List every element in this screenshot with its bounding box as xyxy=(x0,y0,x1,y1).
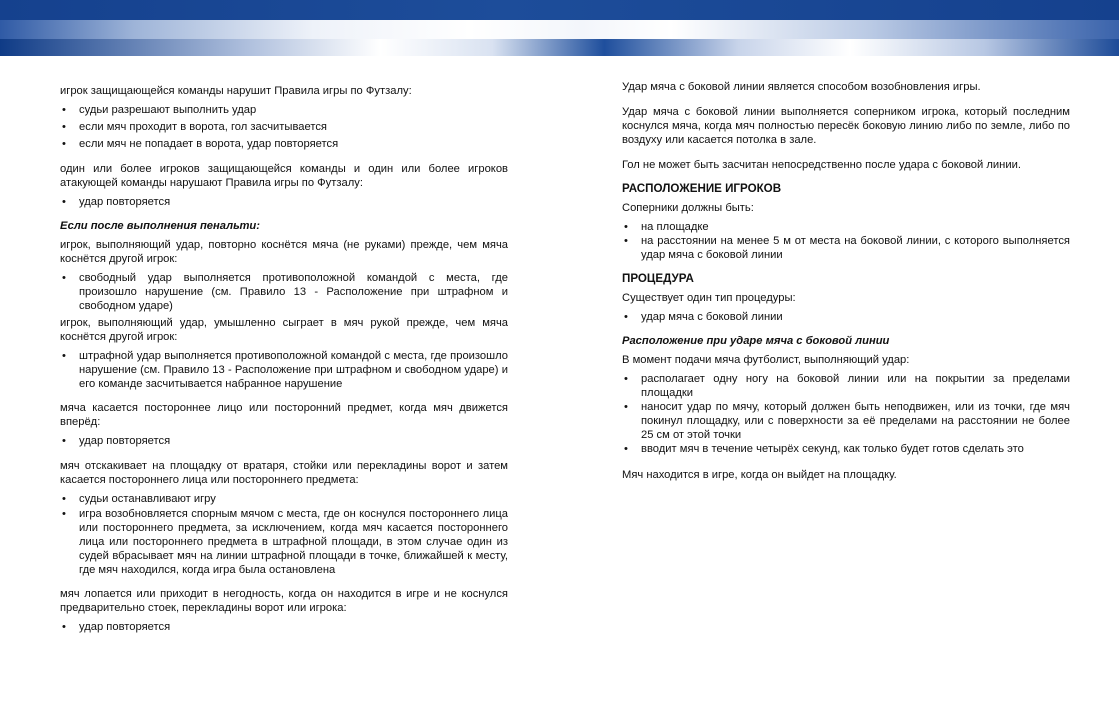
section-heading: Если после выполнения пенальти: xyxy=(60,220,260,232)
paragraph: мяч отскакивает на площадку от вратаря, стойки или перекладины ворот и затем касается постороннего лица или постороннего предмета: xyxy=(60,460,508,486)
list-item: • удар повторяется xyxy=(60,620,508,634)
paragraph: мяча касается постороннее лицо или посторонний предмет, когда мяч движется вперёд: xyxy=(60,402,508,428)
list-item: • на расстоянии на менее 5 м от места на боковой линии, с которого выполняется удар мяча с боковой линии xyxy=(622,234,1070,262)
list-item: • судьи разрешают выполнить удар xyxy=(60,103,508,117)
list-item: • располагает одну ногу на боковой линии или на покрытии за пределами площадки xyxy=(622,372,1070,400)
paragraph: игрок защищающейся команды нарушит Правила игры по Футзалу: xyxy=(60,85,412,97)
bullet-list xyxy=(60,271,508,313)
paragraph: игрок, выполняющий удар, умышленно сыграет в мяч рукой прежде, чем мяча коснётся другой игрок: xyxy=(60,317,508,343)
paragraph: игрок, выполняющий удар, повторно коснётся мяча (не руками) прежде, чем мяча коснётся другой игрок: xyxy=(60,239,508,265)
bullet-list xyxy=(60,103,508,151)
section-heading: РАСПОЛОЖЕНИЕ ИГРОКОВ xyxy=(622,182,782,195)
section-heading: ПРОЦЕДУРА xyxy=(622,272,694,285)
paragraph: Удар мяча с боковой линии является способом возобновления игры. xyxy=(622,81,981,93)
list-item: • удар повторяется xyxy=(60,195,508,209)
bullet-list xyxy=(622,310,1070,324)
bullet-list xyxy=(60,492,508,577)
paragraph: Существует один тип процедуры: xyxy=(622,292,796,304)
list-item: • судьи останавливают игру xyxy=(60,492,508,506)
bullet-list xyxy=(622,220,1070,262)
header-banner xyxy=(0,0,1119,56)
paragraph: Мяч находится в игре, когда он выйдет на площадку. xyxy=(622,469,897,481)
paragraph: мяч лопается или приходит в негодность, когда он находится в игре и не коснулся предварительно стоек, перекладины ворот или игрока: xyxy=(60,588,508,614)
list-item: • наносит удар по мячу, который должен быть неподвижен, или из точки, где мяч покинул площадку, или с поверхности за её пределами на расстоянии не более 25 см от этой точки xyxy=(622,400,1070,442)
right-column xyxy=(622,80,1070,482)
paragraph: В момент подачи мяча футболист, выполняющий удар: xyxy=(622,354,910,366)
bullet-list xyxy=(622,372,1070,456)
list-item: • штрафной удар выполняется противоположной командой с места, где произошло нарушение (см. Правило 13 - Расположение при штрафном и свободном ударе) и его команде засчитывается набранное нарушение xyxy=(60,349,508,391)
banner-gradient-band xyxy=(0,39,1119,56)
list-item: • на площадке xyxy=(622,220,1070,234)
list-item: • удар мяча с боковой линии xyxy=(622,310,1070,324)
section-heading: Расположение при ударе мяча с боковой линии xyxy=(622,335,890,347)
paragraph: один или более игроков защищающейся команды и один или более игроков атакующей команды нарушают Правила игры по Футзалу: xyxy=(60,163,508,189)
paragraph: Соперники должны быть: xyxy=(622,202,754,214)
list-item: • удар повторяется xyxy=(60,434,508,448)
list-item: • если мяч проходит в ворота, гол засчитывается xyxy=(60,120,508,134)
banner-dark-band xyxy=(0,0,1119,20)
paragraph: Удар мяча с боковой линии выполняется соперником игрока, который последним коснулся мяча, когда мяч полностью пересёк боковую линию либо по земле, либо по воздуху или касается потолка в зале. xyxy=(622,106,1070,146)
list-item: • если мяч не попадает в ворота, удар повторяется xyxy=(60,137,508,151)
bullet-list xyxy=(60,620,508,634)
bullet-list xyxy=(60,195,508,209)
left-column xyxy=(60,80,508,634)
banner-light-band xyxy=(0,20,1119,39)
list-item: • вводит мяч в течение четырёх секунд, как только будет готов сделать это xyxy=(622,442,1070,456)
bullet-list xyxy=(60,349,508,391)
list-item: • игра возобновляется спорным мячом с места, где он коснулся постороннего лица или постороннего предмета, за исключением, когда мяч касается постороннего лица или постороннего предмета в штрафной площади, в этом случае один из судей вбрасывает мяч на линии штрафной площади в точке, ближайшей к месту, где мяч находился, когда игра была остановлена xyxy=(60,507,508,577)
paragraph: Гол не может быть засчитан непосредственно после удара с боковой линии. xyxy=(622,159,1021,171)
list-item: • свободный удар выполняется противоположной командой с места, где произошло нарушение (см. Правило 13 - Расположение при штрафном и свободном ударе) xyxy=(60,271,508,313)
bullet-list xyxy=(60,434,508,448)
